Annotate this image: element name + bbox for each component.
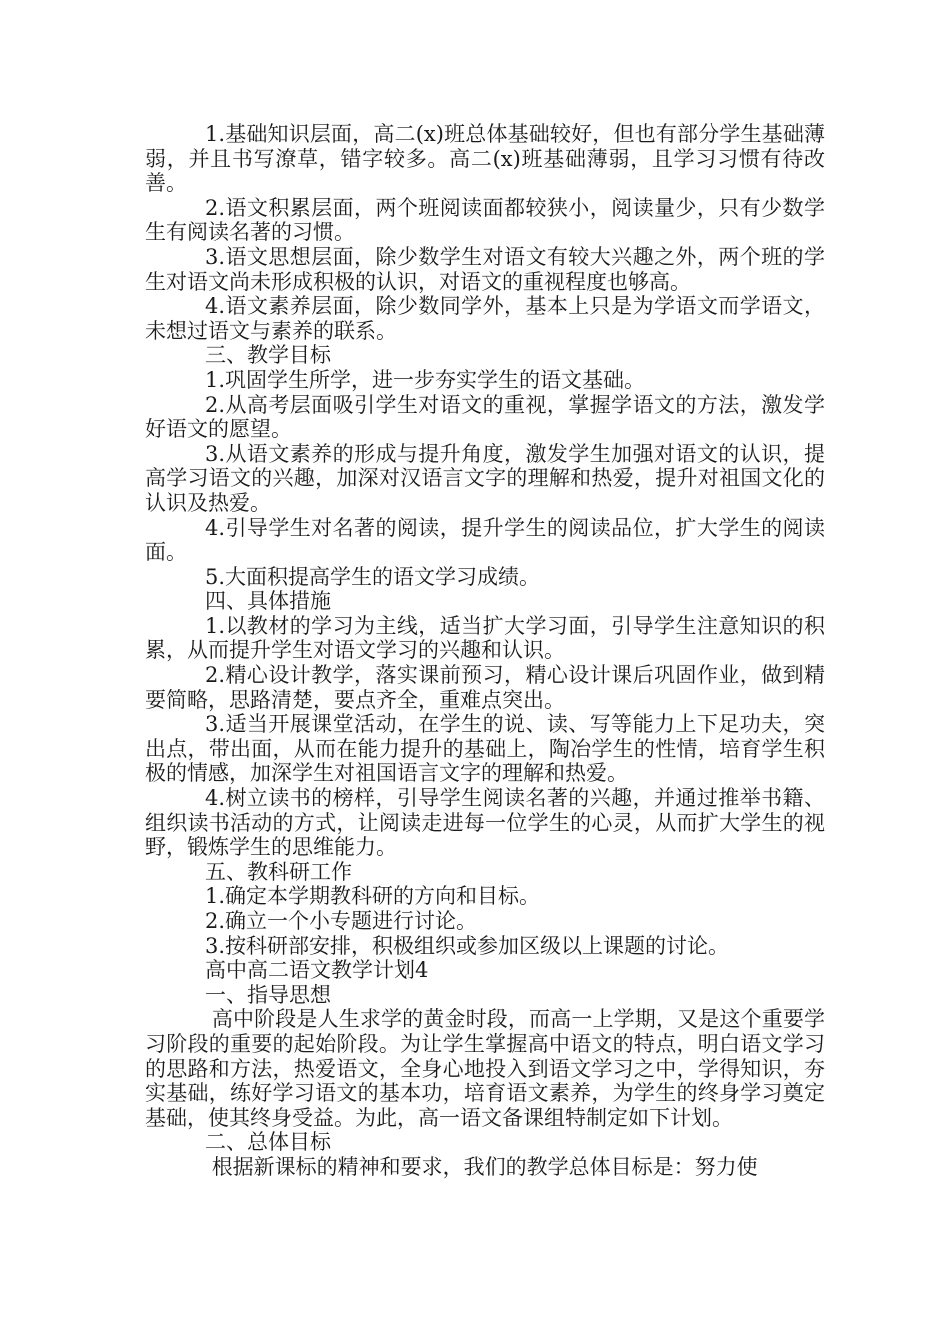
paragraph: 2.语文积累层面，两个班阅读面都较狭小，阅读量少，只有少数学生有阅读名著的习惯。 [145, 195, 825, 245]
paragraph: 3.适当开展课堂活动，在学生的说、读、写等能力上下足功夫，突出点，带出面，从而在能力提升的基础上，陶冶学生的性情，培育学生积极的情感，加深学生对祖国语言文字的理解和热爱。 [145, 712, 825, 786]
section-heading: 二、总体目标 [205, 1130, 331, 1155]
document-body [145, 122, 825, 1180]
paragraph: 1.确定本学期教科研的方向和目标。 [205, 884, 541, 909]
paragraph: 4.语文素养层面，除少数同学外，基本上只是为学语文而学语文，未想过语文与素养的联系。 [145, 294, 825, 343]
paragraph: 2.精心设计教学，落实课前预习，精心设计课后巩固作业，做到精要简略，思路清楚，要点齐全，重难点突出。 [145, 663, 825, 712]
paragraph: 1.以教材的学习为主线，适当扩大学习面，引导学生注意知识的积累，从而提升学生对语文学习的兴趣和认识。 [145, 613, 825, 663]
paragraph: 4.树立读书的榜样，引导学生阅读名著的兴趣，并通过推举书籍、组织读书活动的方式，让阅读走进每一位学生的心灵，从而扩大学生的视野，锻炼学生的思维能力。 [145, 786, 825, 860]
section-heading: 三、教学目标 [205, 343, 331, 368]
paragraph: 3.按科研部安排，积极组织或参加区级以上课题的讨论。 [205, 933, 730, 958]
paragraph: 3.从语文素养的形成与提升角度，激发学生加强对语文的认识，提高学习语文的兴趣，加深对汉语言文字的理解和热爱，提升对祖国文化的认识及热爱。 [145, 441, 825, 515]
paragraph: 2.确立一个小专题进行讨论。 [205, 909, 478, 933]
paragraph: 1.巩固学生所学，进一步夯实学生的语文基础。 [205, 367, 646, 392]
section-heading: 五、教科研工作 [205, 859, 352, 884]
paragraph: 4.引导学生对名著的阅读，提升学生的阅读品位，扩大学生的阅读面。 [145, 515, 825, 565]
section-heading: 四、具体措施 [205, 589, 331, 614]
section-heading: 一、指导思想 [205, 982, 331, 1007]
paragraph: 高中阶段是人生求学的黄金时段，而高一上学期，又是这个重要学习阶段的重要的起始阶段。为让学生掌握高中语文的特点，明白语文学习的思路和方法，热爱语文，全身心地投入到语文学习之中，学得知识，夯实基础，练好学习语文的基本功，培育语文素养，为学生的终身学习奠定基础，使其终身受益。为此，高一语文备课组特制定如下计划。 [145, 1007, 825, 1130]
paragraph: 1.基础知识层面，高二(x)班总体基础较好，但也有部分学生基础薄弱，并且书写潦草，错字较多。高二(x)班基础薄弱，且学习习惯有待改善。 [145, 122, 825, 196]
paragraph: 5.大面积提高学生的语文学习成绩。 [205, 564, 541, 589]
paragraph: 根据新课标的精神和要求，我们的教学总体目标是：努力使 [205, 1154, 758, 1179]
paragraph: 2.从高考层面吸引学生对语文的重视，掌握学语文的方法，激发学好语文的愿望。 [145, 392, 825, 442]
plan-title: 高中高二语文教学计划4 [205, 958, 429, 983]
paragraph: 3.语文思想层面，除少数学生对语文有较大兴趣之外，两个班的学生对语文尚未形成积极的认识，对语文的重视程度也够高。 [145, 244, 825, 294]
